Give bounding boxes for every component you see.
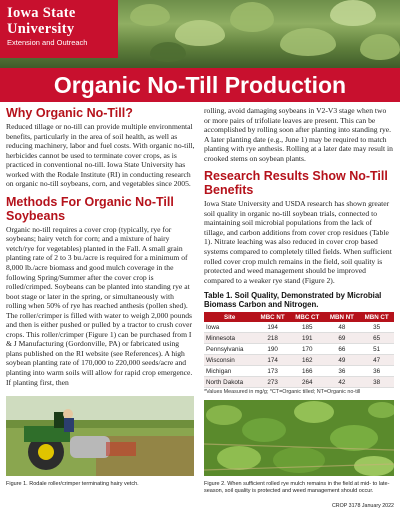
table-row bbox=[204, 344, 394, 355]
column-header: MBN NT bbox=[325, 312, 360, 322]
logo-line-3: Extension and Outreach bbox=[7, 38, 88, 47]
table-note: *Values Measured in mg/g; *CT=Organic tilled; NT=Organic no-till bbox=[204, 389, 361, 396]
table-cell: 69 bbox=[325, 333, 360, 344]
column-header: MBN CT bbox=[359, 312, 394, 322]
table-cell: 51 bbox=[359, 344, 394, 355]
page-title: Organic No-Till Production bbox=[0, 68, 400, 102]
table-cell: 42 bbox=[325, 377, 360, 388]
table-cell: 190 bbox=[255, 344, 290, 355]
table-cell: 174 bbox=[255, 355, 290, 366]
table-cell: 191 bbox=[290, 333, 325, 344]
publication-code: CROP 3178 January 2022 bbox=[331, 503, 394, 509]
paragraph-methods: Organic no-till requires a cover crop (typically, rye for soybeans; hairy vetch for corn; and a mixture of hairy vetch/rye for vegetables) planted in the Fall. A small grain planting rate of 2 to 3 bu./acre is required for a minimum of 8,000 lb./acre biomass and good mulch coverage in the following Spring/Summer after the cover crop is rolled/crimped. Soybeans can be planted into standing rye at boot stage or later in the spring, or simultaneously with rolling when 50% of rye has reached anthesis (pollen shed). The roller/crimper is filled with water to weigh 2,000 pounds and then is either pushed or pulled by a tractor to crush cover crops. This roller/crimper (Figure 1) can be purchased from I & J Manufacturing (Gordonville, PA) or fabricated using plans published on the RI website (see References). A high soybean planting rate of 170,000 to 220,000 seeds/acre and planting into warm soils will allow for rapid crop emergence. If planting first, then bbox=[6, 224, 193, 387]
table-cell: 48 bbox=[325, 322, 360, 333]
figure-2-caption: Figure 2. When sufficient rolled rye mulch remains in the field at mid- to late-season, soil quality is protected and weed management should occur. bbox=[204, 481, 390, 494]
header-banner bbox=[0, 0, 400, 68]
table-cell: 170 bbox=[290, 344, 325, 355]
column-header: Site bbox=[204, 312, 255, 322]
section-heading-why: Why Organic No-Till? bbox=[6, 106, 133, 120]
table-cell: 66 bbox=[325, 344, 360, 355]
leaf-decoration bbox=[360, 34, 400, 60]
isu-logo bbox=[0, 0, 118, 58]
table-cell: 218 bbox=[255, 333, 290, 344]
figure-1-caption: Figure 1. Rodale roller/crimper terminating hairy vetch. bbox=[6, 481, 139, 487]
table-cell: 273 bbox=[255, 377, 290, 388]
section-heading-methods: Methods For Organic No-Till Soybeans bbox=[6, 194, 174, 223]
logo-line-2: University bbox=[7, 21, 75, 37]
leaf-decoration bbox=[150, 42, 186, 62]
logo-line-1: Iowa State bbox=[7, 5, 76, 21]
table-cell: 185 bbox=[290, 322, 325, 333]
table-row bbox=[204, 322, 394, 333]
leaf-decoration bbox=[130, 4, 170, 26]
table-cell: Iowa bbox=[204, 322, 255, 333]
column-header: MBC CT bbox=[290, 312, 325, 322]
table-row bbox=[204, 366, 394, 377]
table-cell: Pennsylvania bbox=[204, 344, 255, 355]
table-row bbox=[204, 355, 394, 366]
table-cell: 36 bbox=[325, 366, 360, 377]
table-cell: 36 bbox=[359, 366, 394, 377]
table-row bbox=[204, 333, 394, 344]
table-cell: 47 bbox=[359, 355, 394, 366]
leaf-decoration bbox=[175, 20, 225, 46]
column-header: MBC NT bbox=[255, 312, 290, 322]
right-column bbox=[204, 106, 394, 395]
table-header-row bbox=[204, 312, 394, 322]
table-cell: 194 bbox=[255, 322, 290, 333]
section-heading-results: Research Results Show No-Till Benefits bbox=[204, 169, 388, 198]
figure-1-photo bbox=[6, 396, 194, 476]
leaf-decoration bbox=[330, 0, 376, 26]
table-cell: 65 bbox=[359, 333, 394, 344]
tractor-roller-illustration bbox=[6, 396, 194, 476]
table-cell: 162 bbox=[290, 355, 325, 366]
paragraph-results: Iowa State University and USDA research has shown greater soil quality in organic no-till soybean trials, connected to maintaining soil microbial populations from the lack of tillage, and carbon additions from cover crop residues (Table 1). Nitrate leaching was also reduced in cover crop based systems compared to completely tilled fields. When sufficient rolled cover crop mulch remains in the field, soil quality is protected and weed management should be improved compared to a weaker rye stand (Figure 2). bbox=[204, 199, 392, 285]
leaf-decoration bbox=[280, 28, 336, 56]
leaf-decoration bbox=[230, 2, 274, 32]
table-caption: Table 1. Soil Quality, Demonstrated by Microbial Biomass Carbon and Nitrogen. bbox=[204, 291, 382, 310]
left-column bbox=[6, 106, 196, 387]
table-cell: Michigan bbox=[204, 366, 255, 377]
soybean-mulch-illustration bbox=[204, 400, 394, 476]
table-cell: North Dakota bbox=[204, 377, 255, 388]
table-cell: 173 bbox=[255, 366, 290, 377]
table-cell: 35 bbox=[359, 322, 394, 333]
figure-2-photo bbox=[204, 400, 394, 476]
table-cell: Minnesota bbox=[204, 333, 255, 344]
table-row bbox=[204, 377, 394, 388]
table-cell: 264 bbox=[290, 377, 325, 388]
table-cell: Wisconsin bbox=[204, 355, 255, 366]
table-cell: 49 bbox=[325, 355, 360, 366]
table-cell: 166 bbox=[290, 366, 325, 377]
paragraph-rolling: rolling, avoid damaging soybeans in V2-V3 stage when two or more pairs of trifoliate leaves are present. This can be accomplished by rolling soon after planting into standing rye. A later planting date (e.g., June 1) may be required to match planting with rye anthesis. Rolling at a later date may result in crooked stems on soybean plants. bbox=[204, 106, 393, 163]
paragraph-why: Reduced tillage or no-till can provide multiple environmental benefits, particularly in the area of soil health, as well as reducing machinery, labor and fuel costs. With organic no-till, herbicides cannot be used to terminate cover crops, as is practiced in conventional no-till. Iowa State University has worked with the Rodale Institute (RI) in conducting research on organic no-till soybeans, corn, and vegetables since 2005. bbox=[6, 122, 195, 189]
soil-quality-table bbox=[204, 312, 394, 388]
table-cell: 38 bbox=[359, 377, 394, 388]
